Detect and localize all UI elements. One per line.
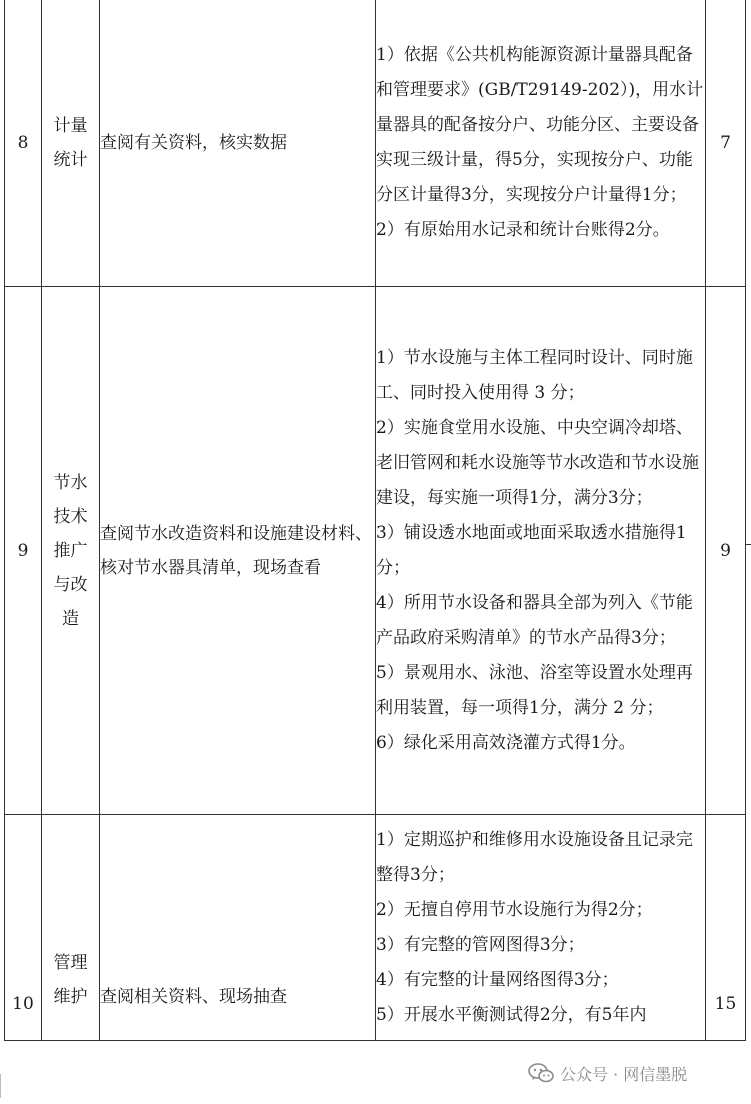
criteria-item: 6）绿化采用高效浇灌方式得1分。 [376,732,636,753]
page-edge-mark [0,1074,1,1098]
watermark [528,1060,687,1086]
criteria-item: 2）实施食堂用水设施、中央空调冷却塔、老旧管网和耗水设施等节水改造和节水设施建设，每实施一项得1分，满分3分； [376,417,699,508]
table-row [5,287,746,815]
table-row [5,0,746,287]
criteria-item: 5）景观用水、泳池、浴室等设置水处理再利用装置，每一项得1分，满分 2 分； [376,662,693,718]
scoring-criteria [376,815,706,1041]
score: 9 [706,287,746,815]
inspection-method: 查阅相关资料、现场抽查 [100,815,376,1041]
scoring-criteria [376,287,706,815]
criteria-item: 4）所用节水设备和器具全部为列入《节能产品政府采购清单》的节水产品得3分； [376,592,693,648]
criteria-item: 3）铺设透水地面或地面采取透水措施得1分； [376,522,687,578]
criteria-item: 4）有完整的计量网络图得3分； [376,969,619,990]
row-number: 10 [5,815,42,1041]
scoring-criteria [376,0,706,287]
criteria-item: 5）开展水平衡测试得2分，有5年内 [376,1004,647,1025]
criteria-item: 2）有原始用水记录和统计台账得2分。 [376,219,670,240]
criteria-item: 1）依据《公共机构能源资源计量器具配备和管理要求》(GB/T29149-202）)，用水计量器具的配备按分户、功能分区、主要设备实现三级计量，得5分，实现按分户、功能 分区计量得3分，实现按分户计量得1分； [376,44,704,205]
criteria-item: 1）定期巡护和维修用水设施设备且记录完整得3分； [376,829,693,885]
row-number: 8 [5,0,42,287]
criteria-item: 1）节水设施与主体工程同时设计、同时施工、同时投入使用得 3 分； [376,347,693,403]
criteria-item: 2）无擅自停用节水设施行为得2分； [376,899,653,920]
item-name: 管理 维护 [42,815,100,1041]
evaluation-table [4,0,746,1041]
wechat-icon [528,1063,554,1083]
item-name: 计量 统计 [42,0,100,287]
item-name: 节水 技术 推广 与改 造 [42,287,100,815]
criteria-item: 3）有完整的管网图得3分； [376,934,585,955]
inspection-method: 查阅节水改造资料和设施建设材料、核对节水器具清单，现场查看 [100,287,376,815]
page-edge-tick [745,544,751,545]
table-row [5,815,746,1041]
score: 7 [706,0,746,287]
row-number: 9 [5,287,42,815]
score: 15 [706,815,746,1041]
inspection-method: 查阅有关资料，核实数据 [100,0,376,287]
page-edge-line [745,0,751,1040]
watermark-text: 公众号 · 网信墨脱 [560,1064,688,1084]
